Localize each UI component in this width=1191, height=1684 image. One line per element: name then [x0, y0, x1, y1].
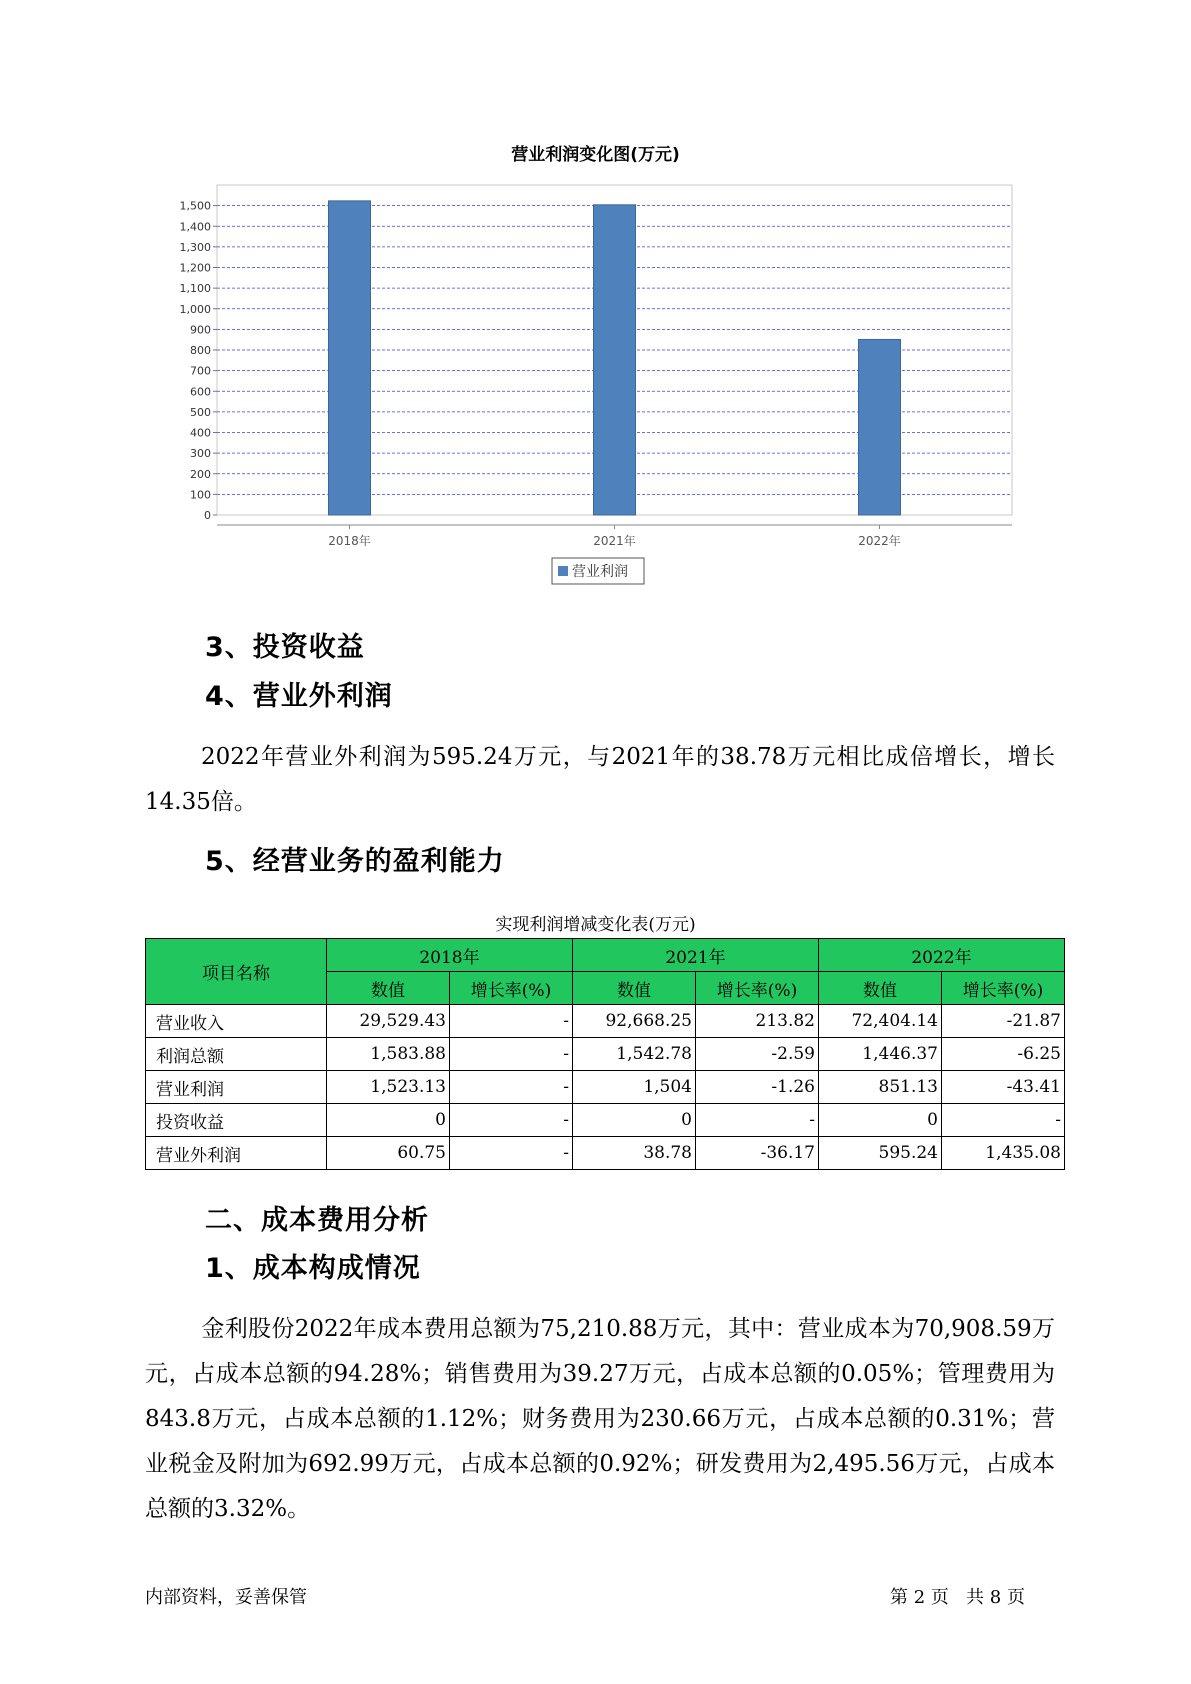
- cell-value: 851.13: [819, 1071, 942, 1104]
- cell-value: 72,404.14: [819, 1005, 942, 1038]
- table-row: [146, 1038, 1065, 1071]
- x-tick-label: 2022年: [858, 534, 901, 548]
- cell-value: 38.78: [573, 1137, 696, 1170]
- cell-growth-rate: 213.82: [696, 1005, 819, 1038]
- y-tick-label: 300: [190, 447, 211, 461]
- cell-growth-rate: -: [450, 1071, 573, 1104]
- paragraph-non-operating-profit: [145, 735, 1055, 825]
- x-tick-label: 2018年: [328, 534, 371, 548]
- row-item-name: 投资收益: [146, 1104, 327, 1137]
- header-item-name: 项目名称: [146, 939, 327, 1005]
- table-row: [146, 1071, 1065, 1104]
- chart-title: 营业利润变化图(万元): [511, 145, 680, 165]
- cell-value: 1,583.88: [327, 1038, 450, 1071]
- y-tick-label: 500: [190, 405, 211, 419]
- footer-page-number: 第 2 页 共 8 页: [890, 1587, 1025, 1608]
- header-growth: 增长率(%): [696, 972, 819, 1005]
- cell-value: 1,542.78: [573, 1038, 696, 1071]
- paragraph-cost-composition: [145, 1307, 1055, 1532]
- cell-value: 92,668.25: [573, 1005, 696, 1038]
- table-row: [146, 1104, 1065, 1137]
- table-row: [146, 1137, 1065, 1170]
- cell-growth-rate: -: [450, 1005, 573, 1038]
- row-item-name: 营业利润: [146, 1071, 327, 1104]
- operating-profit-chart: [0, 0, 1191, 600]
- heading-cost-composition: 1、成本构成情况: [205, 1253, 421, 1284]
- header-year-2021: 2021年: [573, 939, 819, 972]
- cell-growth-rate: -21.87: [942, 1005, 1065, 1038]
- header-value: 数值: [819, 972, 942, 1005]
- header-year-2018: 2018年: [327, 939, 573, 972]
- header-value: 数值: [573, 972, 696, 1005]
- header-growth: 增长率(%): [450, 972, 573, 1005]
- cell-growth-rate: -1.26: [696, 1071, 819, 1104]
- y-tick-label: 100: [190, 488, 211, 502]
- y-tick-label: 400: [190, 426, 211, 440]
- table-row: [146, 1005, 1065, 1038]
- y-tick-label: 700: [190, 364, 211, 378]
- heading-investment-income: 3、投资收益: [205, 632, 365, 663]
- profit-change-table: [145, 938, 1065, 1170]
- header-growth: 增长率(%): [942, 972, 1065, 1005]
- cell-growth-rate: -2.59: [696, 1038, 819, 1071]
- bar: [859, 339, 901, 515]
- header-year-2022: 2022年: [819, 939, 1065, 972]
- bar: [594, 205, 636, 515]
- x-tick-label: 2021年: [593, 534, 636, 548]
- y-tick-label: 1,000: [179, 302, 211, 316]
- cell-growth-rate: -: [450, 1137, 573, 1170]
- y-tick-label: 600: [190, 385, 211, 399]
- cell-value: 29,529.43: [327, 1005, 450, 1038]
- cell-value: 1,523.13: [327, 1071, 450, 1104]
- cell-growth-rate: -36.17: [696, 1137, 819, 1170]
- cell-growth-rate: -6.25: [942, 1038, 1065, 1071]
- paragraph-text: 金利股份2022年成本费用总额为75,210.88万元，其中：营业成本为70,908.59万元，占成本总额的94.28%；销售费用为39.27万元，占成本总额的0.05%；管理费用为843.8万元，占成本总额的1.12%；财务费用为230.66万元，占成本总额的0.31%；营业税金及附加为692.99万元，占成本总额的0.92%；研发费用为2,495.56万元，占成本总额的3.32%。: [145, 1316, 1055, 1522]
- row-item-name: 利润总额: [146, 1038, 327, 1071]
- header-value: 数值: [327, 972, 450, 1005]
- heading-non-operating-profit: 4、营业外利润: [205, 681, 393, 712]
- y-tick-label: 1,500: [179, 199, 211, 213]
- legend-swatch: [558, 566, 568, 576]
- cell-growth-rate: 1,435.08: [942, 1137, 1065, 1170]
- bar: [329, 201, 371, 515]
- cell-value: 1,446.37: [819, 1038, 942, 1071]
- cell-growth-rate: -43.41: [942, 1071, 1065, 1104]
- heading-profitability: 5、经营业务的盈利能力: [205, 846, 505, 877]
- table-header-row: [146, 939, 1065, 972]
- legend-label: 营业利润: [572, 564, 628, 580]
- cell-value: 1,504: [573, 1071, 696, 1104]
- heading-cost-analysis: 二、成本费用分析: [205, 1205, 429, 1236]
- y-tick-label: 200: [190, 467, 211, 481]
- y-tick-label: 800: [190, 344, 211, 357]
- y-tick-label: 1,100: [179, 282, 211, 296]
- cell-growth-rate: -: [696, 1104, 819, 1137]
- cell-value: 0: [819, 1104, 942, 1137]
- row-item-name: 营业外利润: [146, 1137, 327, 1170]
- paragraph-text: 2022年营业外利润为595.24万元，与2021年的38.78万元相比成倍增长，增长14.35倍。: [145, 744, 1055, 815]
- table-title: 实现利润增减变化表(万元): [495, 915, 696, 935]
- cell-growth-rate: -: [450, 1038, 573, 1071]
- y-tick-label: 900: [190, 323, 211, 337]
- y-tick-label: 1,400: [179, 220, 211, 234]
- y-tick-label: 0: [204, 509, 211, 522]
- footer-confidential-note: 内部资料，妥善保管: [145, 1587, 307, 1608]
- y-tick-label: 1,300: [179, 240, 211, 254]
- row-item-name: 营业收入: [146, 1005, 327, 1038]
- cell-value: 0: [573, 1104, 696, 1137]
- cell-value: 0: [327, 1104, 450, 1137]
- cell-growth-rate: -: [942, 1104, 1065, 1137]
- cell-value: 60.75: [327, 1137, 450, 1170]
- cell-growth-rate: -: [450, 1104, 573, 1137]
- y-tick-label: 1,200: [179, 261, 211, 275]
- cell-value: 595.24: [819, 1137, 942, 1170]
